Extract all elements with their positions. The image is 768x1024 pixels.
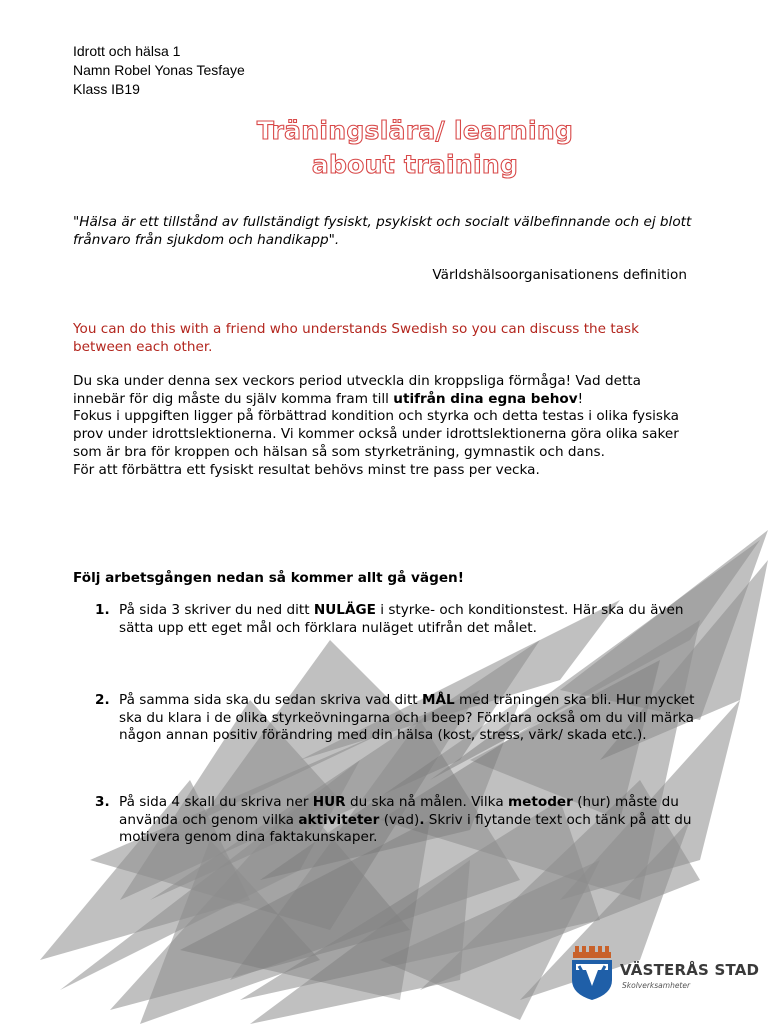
- page-title: [200, 114, 630, 182]
- logo-name: VÄSTERÅS STAD: [620, 961, 760, 979]
- vasteras-coat-of-arms-icon: [568, 944, 616, 1002]
- who-quote: "Hälsa är ett tillstånd av fullständigt fysiskt, psykiskt och socialt välbefinnande och ej blott frånvaro från sjukdom och handikapp".: [73, 214, 692, 248]
- step-2: [95, 692, 700, 745]
- paragraph-focus: Fokus i uppgiften ligger på förbättrad kondition och styrka och detta testas i olika fysiska prov under idrottslektionerna. Vi kommer också under idrottslektionerna göra olika saker som är bra för kroppen och hälsan så som styrketräning, gymnastik och dans.: [73, 408, 679, 460]
- student-name-line: Namn Robel Yonas Tesfaye: [73, 62, 245, 78]
- instructions-intro: Följ arbetsgången nedan så kommer allt gå vägen!: [73, 570, 464, 586]
- logo-subtitle: Skolverksamheter: [622, 981, 691, 990]
- step-number: 2.: [95, 692, 110, 708]
- friend-note: You can do this with a friend who understands Swedish so you can discuss the task between each other.: [73, 321, 639, 355]
- step-1: [95, 602, 700, 637]
- step-number: 1.: [95, 602, 110, 618]
- step-number: 3.: [95, 794, 110, 810]
- document-header: [73, 42, 245, 99]
- step-3: [95, 794, 700, 847]
- paragraph-frequency: För att förbättra ett fysiskt resultat behövs minst tre pass per vecka.: [73, 461, 540, 478]
- step-text: På samma sida ska du sedan skriva vad ditt MÅL med träningen ska bli. Hur mycket ska du klara i de olika styrkeövningarna och i beep? Förklara också om du vill märka någon annan positiv förändring med din hälsa (kost, stress, värk/ skada etc.).: [119, 692, 695, 743]
- step-text: På sida 3 skriver du ned ditt NULÄGE i styrke- och konditionstest. Här ska du även sätta upp ett eget mål och förklara nuläget utifrån det målet.: [119, 602, 684, 636]
- class-line: Klass IB19: [73, 81, 140, 97]
- task-description: [73, 373, 693, 479]
- step-text: På sida 4 skall du skriva ner HUR du ska nå målen. Vilka metoder (hur) måste du använda och genom vilka aktiviteter (vad). Skriv i flytande text och tänk på att du motivera genom dina faktakunskaper.: [119, 794, 692, 845]
- title-line-2: about training: [311, 150, 519, 179]
- quote-source: Världshälsoorganisationens definition: [432, 267, 687, 283]
- paragraph-goal: Du ska under denna sex veckors period utveckla din kroppsliga förmåga! Vad detta innebär för dig måste du själv komma fram till utifrån dina egna behov!: [73, 373, 641, 407]
- vasteras-stad-logo: [568, 944, 760, 1004]
- title-line-1: Träningslära/ learning: [256, 116, 574, 145]
- subject-line: Idrott och hälsa 1: [73, 43, 181, 59]
